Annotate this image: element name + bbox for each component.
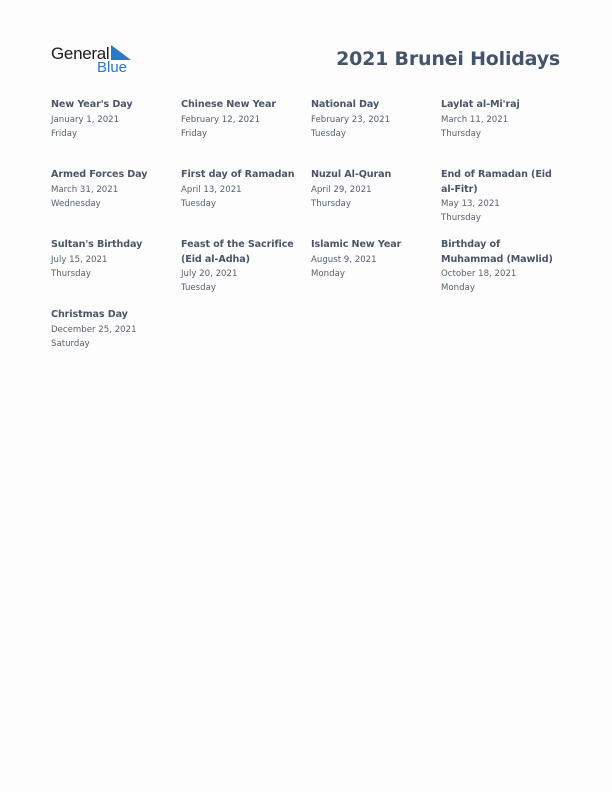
holiday-item	[51, 98, 181, 168]
holiday-weekday: Monday	[311, 268, 345, 279]
holiday-name: National Day	[311, 99, 380, 110]
holiday-item	[51, 168, 181, 238]
holiday-name: Islamic New Year	[311, 239, 402, 250]
holiday-item	[51, 238, 181, 308]
holiday-date: January 1, 2021	[51, 114, 120, 125]
holiday-date: October 18, 2021	[441, 269, 517, 279]
holiday-name: Armed Forces Day	[51, 169, 148, 180]
holiday-weekday: Thursday	[441, 213, 481, 223]
holiday-name: Sultan's Birthday	[51, 239, 143, 250]
holiday-item	[181, 168, 311, 238]
logo-word-blue: Blue	[97, 59, 128, 76]
holiday-weekday: Monday	[441, 283, 475, 293]
holiday-item	[311, 168, 441, 238]
holiday-date: April 29, 2021	[311, 184, 372, 195]
holiday-row	[51, 168, 571, 238]
holiday-name: Christmas Day	[51, 309, 128, 320]
holiday-item	[311, 238, 441, 308]
holiday-date: March 31, 2021	[51, 184, 119, 195]
holiday-date: February 23, 2021	[311, 114, 391, 125]
logo-triangle-icon	[111, 45, 131, 60]
holiday-name: End of Ramadan (Eid al-Fitr)	[441, 169, 552, 195]
holiday-item	[181, 238, 311, 308]
holiday-date: March 11, 2021	[441, 114, 509, 125]
holiday-weekday: Thursday	[311, 198, 351, 209]
holiday-name: New Year's Day	[51, 99, 133, 110]
holiday-item	[51, 308, 181, 378]
holiday-weekday: Thursday	[51, 268, 91, 279]
holiday-weekday: Tuesday	[311, 128, 346, 139]
holiday-date: December 25, 2021	[51, 324, 137, 335]
holiday-name: Birthday of Muhammad (Mawlid)	[441, 239, 553, 265]
holiday-date: May 13, 2021	[441, 199, 500, 209]
holiday-name: Feast of the Sacrifice (Eid al-Adha)	[181, 239, 294, 265]
holiday-weekday: Friday	[51, 128, 78, 139]
holiday-item	[441, 168, 571, 238]
holiday-name: First day of Ramadan	[181, 169, 295, 180]
holiday-weekday: Friday	[181, 128, 208, 139]
general-blue-logo	[51, 44, 141, 78]
holiday-name: Laylat al-Mi'raj	[441, 99, 520, 110]
holiday-weekday: Wednesday	[51, 198, 101, 209]
holiday-date: April 13, 2021	[181, 184, 242, 195]
holiday-date: July 20, 2021	[181, 269, 238, 279]
holiday-item	[441, 238, 571, 308]
holiday-item	[311, 98, 441, 168]
holiday-date: February 12, 2021	[181, 114, 261, 125]
holiday-name: Nuzul Al-Quran	[311, 169, 392, 180]
holiday-row	[51, 98, 571, 168]
page-title: 2021 Brunei Holidays	[336, 48, 560, 70]
holiday-item	[181, 98, 311, 168]
holiday-row	[51, 238, 571, 308]
holiday-date: August 9, 2021	[311, 254, 377, 265]
holiday-weekday: Tuesday	[181, 198, 216, 209]
holiday-grid	[51, 98, 571, 378]
holiday-date: July 15, 2021	[51, 254, 108, 265]
holiday-weekday: Saturday	[51, 338, 90, 349]
holiday-item	[441, 98, 571, 168]
holiday-weekday: Thursday	[441, 128, 481, 139]
logo-word-general: General	[51, 44, 110, 63]
holiday-name: Chinese New Year	[181, 99, 276, 110]
holiday-row	[51, 308, 571, 378]
holiday-weekday: Tuesday	[181, 283, 216, 293]
